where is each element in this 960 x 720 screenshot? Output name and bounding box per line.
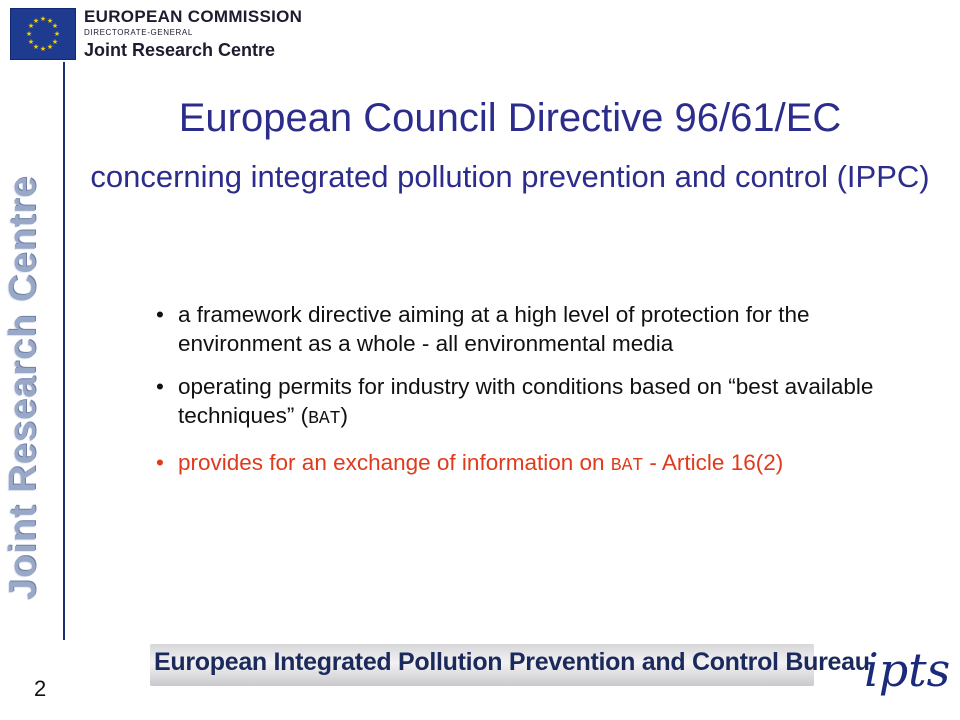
svg-text:★: ★ [32, 43, 40, 51]
bullet-marker: • [156, 374, 164, 399]
svg-text:★: ★ [32, 17, 40, 25]
svg-text:★: ★ [51, 38, 59, 46]
svg-text:★: ★ [53, 30, 61, 38]
svg-text:★: ★ [46, 43, 54, 51]
svg-text:★: ★ [25, 30, 33, 38]
svg-text:★: ★ [46, 17, 54, 25]
bullet-text: operating permits for industry with conditions based on “best available techniques” ( [178, 374, 874, 428]
ipts-logo-icon [858, 628, 950, 706]
organization-name: EUROPEAN COMMISSION [84, 7, 303, 26]
bat-abbreviation: BAT [308, 409, 341, 429]
bureau-name: European Integrated Pollution Prevention and Control Bureau [154, 648, 870, 676]
bat-abbreviation: BAT [610, 456, 644, 476]
commission-header [84, 8, 302, 59]
bullet-list [156, 300, 916, 495]
bullet-text-end: - Article 16(2) [643, 450, 784, 475]
bullet-item [156, 300, 916, 358]
bullet-item [156, 372, 916, 434]
bullet-marker: • [156, 302, 164, 327]
bullet-text: provides for an exchange of information on [178, 450, 611, 475]
vertical-divider [63, 62, 65, 640]
bullet-item-highlight [156, 448, 916, 481]
eu-flag-logo [10, 8, 76, 60]
slide-subtitle: concerning integrated pollution prevention and control (IPPC) [90, 159, 930, 194]
svg-text:★: ★ [27, 22, 35, 30]
ipts-logo-text: ipts [864, 643, 950, 697]
bullet-text: a framework directive aiming at a high level of protection for the environment as a whole - all environmental media [178, 302, 810, 356]
svg-text:★: ★ [51, 22, 59, 30]
slide-title: European Council Directive 96/61/EC [178, 96, 842, 140]
bullet-text-end: ) [340, 403, 348, 428]
bullet-marker: • [156, 450, 164, 475]
directorate-label: DIRECTORATE-GENERAL [84, 28, 193, 37]
eu-stars-icon [11, 9, 75, 59]
svg-text:★: ★ [27, 38, 35, 46]
svg-text:★: ★ [39, 15, 47, 23]
centre-name: Joint Research Centre [84, 40, 276, 60]
page-number: 2 [34, 676, 47, 701]
side-brand-label: Joint Research Centre [2, 175, 44, 600]
ipts-logo [858, 628, 950, 706]
svg-text:★: ★ [39, 45, 47, 53]
